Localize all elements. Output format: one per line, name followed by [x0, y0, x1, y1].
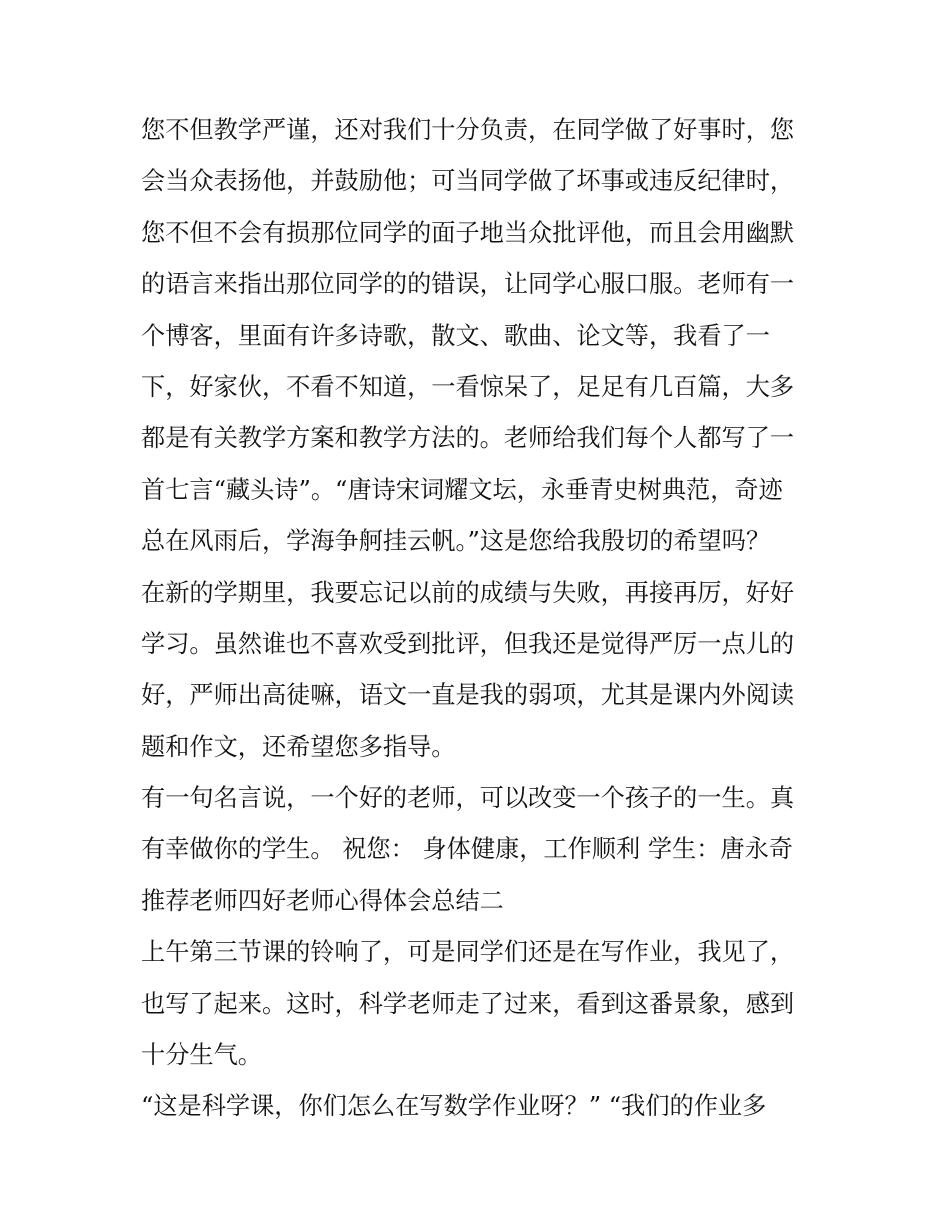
text-line: 有幸做你的学生。 祝您： 身体健康，工作顺利 学生：唐永奇 — [141, 835, 793, 864]
text-line: 上午第三节课的铃响了，可是同学们还是在写作业，我见了， — [141, 938, 795, 967]
text-line: 下，好家伙，不看不知道，一看惊呆了，足足有几百篇，大多 — [141, 372, 795, 401]
text-line: 会当众表扬他，并鼓励他；可当同学做了坏事或违反纪律时， — [141, 167, 795, 196]
text-line: 都是有关教学方案和教学方法的。老师给我们每个人都写了一 — [141, 424, 795, 453]
text-line: 也写了起来。这时，科学老师走了过来，看到这番景象，感到 — [141, 989, 795, 1018]
document-body — [141, 105, 816, 1133]
text-line: 在新的学期里，我要忘记以前的成绩与失败，再接再厉，好好 — [141, 578, 795, 607]
section-heading-line: 推荐老师四好老师心得体会总结二 — [141, 886, 504, 915]
text-line: 总在风雨后，学海争舸挂云帆。”这是您给我殷切的希望吗？ — [141, 527, 771, 556]
text-line: 题和作文，还希望您多指导。 — [141, 732, 456, 761]
text-line: 个博客，里面有许多诗歌，散文、歌曲、论文等，我看了一 — [141, 321, 770, 350]
text-line: 好，严师出高徒嘛，语文一直是我的弱项，尤其是课内外阅读 — [141, 681, 795, 710]
text-line: 有一句名言说，一个好的老师，可以改变一个孩子的一生。真 — [141, 784, 795, 813]
text-line: 的语言来指出那位同学的的错误，让同学心服口服。老师有一 — [141, 270, 795, 299]
text-line: 学习。虽然谁也不喜欢受到批评，但我还是觉得严厉一点儿的 — [141, 629, 795, 658]
text-line: 十分生气。 — [141, 1041, 262, 1070]
text-line: “这是科学课，你们怎么在写数学作业呀？” “我们的作业多 — [141, 1092, 767, 1121]
text-line: 您不但教学严谨，还对我们十分负责，在同学做了好事时，您 — [141, 116, 795, 144]
text-line: 您不但不会有损那位同学的面子地当众批评他，而且会用幽默 — [141, 218, 795, 247]
text-line: 首七言“藏头诗”。“唐诗宋词耀文坛，永垂青史树典范，奇迹 — [141, 475, 783, 504]
